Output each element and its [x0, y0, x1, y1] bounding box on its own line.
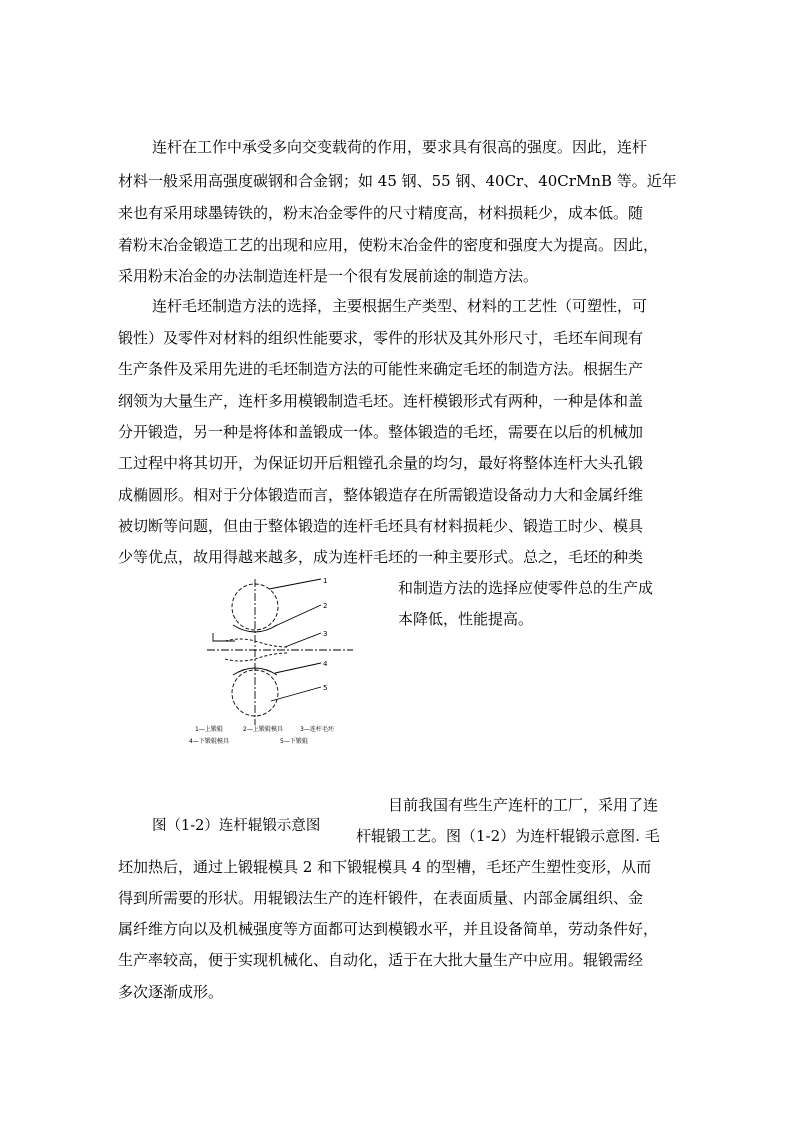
callout-2: 2	[323, 602, 328, 610]
paragraph-3-side-line: 目前我国有些生产连杆的工厂，采用了连	[388, 796, 659, 814]
blank-upper-edge	[225, 639, 287, 647]
paragraph-1-line: 采用粉末冶金的办法制造连杆是一个很有发展前途的制造方法。	[118, 267, 539, 285]
leader-line-2	[273, 605, 321, 627]
paragraph-2-line: 工过程中将其切开，为保证切开后粗镗孔余量的均匀，最好将整体连杆大头孔锻	[118, 454, 644, 472]
paragraph-2-side-line: 本降低，性能提高。	[398, 610, 534, 628]
paragraph-2-line: 纲领为大量生产，连杆多用模锻制造毛坯。连杆模锻形式有两种，一种是体和盖	[118, 392, 644, 410]
legend-item-1: 1—上锻辊	[195, 726, 223, 733]
paragraph-2-line: 生产条件及采用先进的毛坯制造方法的可能性来确定毛坯的制造方法。根据生产	[118, 360, 644, 378]
legend-item-5: 5—下锻辊	[280, 738, 308, 745]
paragraph-3-line: 得到所需要的形状。用辊锻法生产的连杆锻件，在表面质量、内部金属组织、金	[118, 889, 644, 907]
paragraph-1-line: 来也有采用球墨铸铁的，粉末冶金零件的尺寸精度高，材料损耗少，成本低。随	[118, 204, 644, 222]
paragraph-3-line: 多次逐渐成形。	[118, 983, 224, 1001]
blank-lower-edge	[225, 653, 287, 661]
paragraph-2-line: 分开锻造，另一种是将体和盖锻成一体。整体锻造的毛坯，需要在以后的机械加	[118, 423, 644, 441]
legend-item-3: 3—连杆毛坯	[300, 726, 334, 733]
callout-5: 5	[323, 684, 328, 692]
leader-line-3	[285, 633, 321, 647]
roll-forging-diagram	[185, 575, 355, 750]
callout-4: 4	[323, 660, 328, 668]
paragraph-2-side-line: 和制造方法的选择应使零件总的生产成	[398, 579, 654, 597]
paragraph-2-line: 连杆毛坯制造方法的选择，主要根据生产类型、材料的工艺性（可塑性，可	[152, 297, 648, 315]
legend-item-4: 4—下锻辊模具	[189, 738, 229, 745]
paragraph-3-line: 坯加热后，通过上锻辊模具 2 和下锻辊模具 4 的型槽，毛坯产生塑性变形，从而	[118, 858, 652, 876]
leader-line-1	[269, 579, 321, 589]
paragraph-2-line: 被切断等问题，但由于整体锻造的连杆毛坯具有材料损耗少、锻造工时少、模具	[118, 517, 644, 535]
paragraph-2-line: 锻性）及零件对材料的组织性能要求，零件的形状及其外形尺寸，毛坯车间现有	[118, 329, 644, 347]
paragraph-3-line: 杆辊锻工艺。图（1-2）为连杆辊锻示意图. 毛	[356, 827, 660, 845]
paragraph-3-line: 生产率较高，便于实现机械化、自动化，适于在大批大量生产中应用。辊锻需经	[118, 951, 644, 969]
callout-3: 3	[323, 630, 328, 638]
figure-caption: 图（1-2）连杆辊锻示意图	[152, 818, 321, 834]
legend-item-2: 2—上锻辊模具	[243, 726, 283, 733]
paragraph-3-line: 属纤维方向以及机械强度等方面都可达到模锻水平，并且设备简单，劳动条件好，	[118, 920, 659, 938]
leader-line-5	[271, 687, 321, 701]
paragraph-1-line: 连杆在工作中承受多向交变载荷的作用，要求具有很高的强度。因此，连杆	[152, 138, 648, 156]
paragraph-1-line: 着粉末冶金锻造工艺的出现和应用，使粉末冶金件的密度和强度大为提高。因此，	[118, 236, 659, 254]
paragraph-1-line: 材料一般采用高强度碳钢和合金钢；如 45 钢、55 钢、40Cr、40CrMnB 等。近年	[118, 172, 677, 190]
leader-line-4	[275, 663, 321, 673]
paragraph-2-line: 成椭圆形。相对于分体锻造而言，整体锻造存在所需锻造设备动力大和金属纤维	[118, 486, 644, 504]
paragraph-2-line: 少等优点，故用得越来越多，成为连杆毛坯的一种主要形式。总之，毛坯的种类	[118, 548, 644, 566]
callout-1: 1	[323, 577, 328, 585]
